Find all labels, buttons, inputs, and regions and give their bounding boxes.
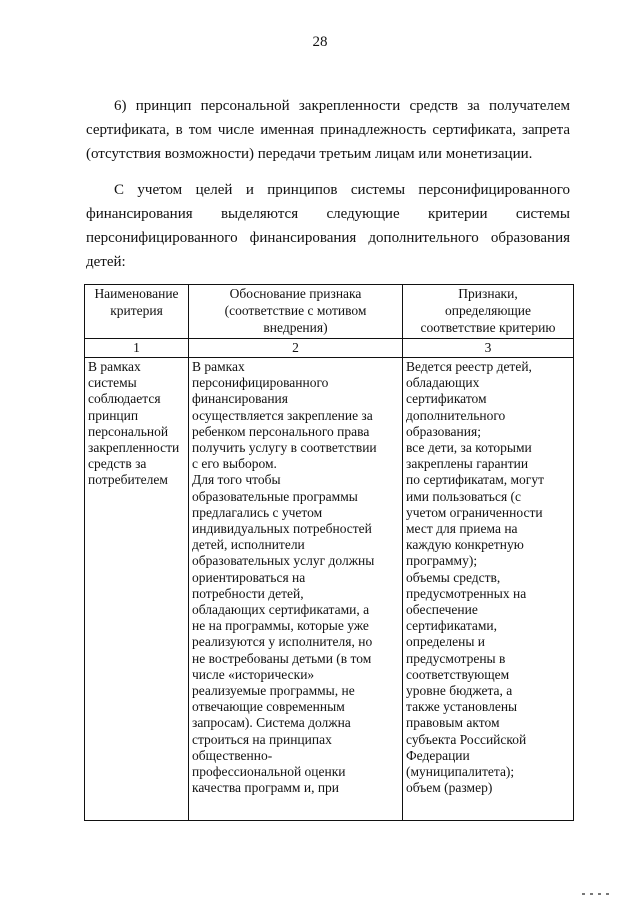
cell-line: дополнительного <box>406 407 506 423</box>
header-line: внедрения) <box>263 320 328 335</box>
header-line: критерия <box>110 303 163 318</box>
cell-line: мест для приема на <box>406 521 518 537</box>
cell-line: реализуемые программы, не <box>192 683 355 699</box>
column-number: 1 <box>85 339 189 358</box>
cell-line: образовательных услуг должны <box>192 553 375 569</box>
cell-line: Ведется реестр детей, <box>406 359 532 374</box>
cell-line: предусмотренных на <box>406 585 527 601</box>
cell-line: объемы средств, <box>406 569 501 585</box>
cell-line: профессиональной оценки <box>192 764 346 780</box>
cell-line: каждую конкретную <box>406 537 524 553</box>
cell-line: обладающих сертификатами, а <box>192 602 370 618</box>
cell-line: соответствующем <box>406 666 510 682</box>
scan-mark <box>598 893 601 895</box>
column-number: 2 <box>189 339 403 358</box>
header-line: Наименование <box>94 286 179 301</box>
cell-line: правовым актом <box>406 715 500 731</box>
cell-line: средств за <box>88 456 147 472</box>
cell-line: потребителем <box>88 472 168 488</box>
cell-line: детей, исполнители <box>192 537 305 553</box>
cell-line: потребности детей, <box>192 585 304 601</box>
cell-line: реализуются у исполнителя, но <box>192 634 373 650</box>
paragraph-line: С учетом целей и принципов системы персонифицированного <box>114 182 570 198</box>
cell-line: осуществляется закрепление за <box>192 407 373 423</box>
cell-line: также установлены <box>406 699 518 715</box>
cell-line: запросам). Система должна <box>192 715 351 731</box>
header-line: определяющие <box>444 303 532 318</box>
cell-line: получить услугу в соответствии <box>192 440 377 456</box>
cell-line: все дети, за которыми <box>406 440 532 456</box>
cell-line: определены и <box>406 634 486 650</box>
cell-line: сертификатами, <box>406 618 498 634</box>
cell-line: соблюдается <box>88 391 161 407</box>
cell-line: субъекта Российской <box>406 731 527 747</box>
header-line: Признаки, <box>458 286 518 301</box>
table-header-row <box>85 285 574 339</box>
column-number: 3 <box>403 339 574 358</box>
header-justification <box>189 285 403 339</box>
cell-line: ими пользоваться (с <box>406 488 522 504</box>
cell-line: качества программ и, при <box>192 780 340 796</box>
cell-line: В рамках <box>192 359 245 374</box>
paragraph-line: (отсутствия возможности) передачи третьим лицам или монетизации. <box>86 146 533 162</box>
cell-line: обладающих <box>406 375 480 391</box>
paragraph-line: детей: <box>86 254 126 270</box>
cell-line: объем (размер) <box>406 780 493 796</box>
cell-line: финансирования <box>192 391 288 407</box>
cell-line: обеспечение <box>406 602 478 618</box>
header-line: Обоснование признака <box>229 286 362 301</box>
cell-line: с его выбором. <box>192 456 277 472</box>
table-number-row <box>85 339 574 358</box>
cell-line: строиться на принципах <box>192 731 332 747</box>
cell-line: принцип <box>88 407 139 423</box>
paragraph-line: 6) принцип персональной закрепленности средств за получателем <box>114 98 570 114</box>
cell-line: индивидуальных потребностей <box>192 521 372 537</box>
cell-line: уровне бюджета, а <box>406 683 513 699</box>
paragraph-line: сертификата, в том числе именная принадлежность сертификата, запрета <box>86 122 570 138</box>
cell-line: закрепленности <box>88 440 180 456</box>
cell-criterion-name <box>85 358 189 821</box>
cell-indicators <box>403 358 574 821</box>
cell-line: сертификатом <box>406 391 487 407</box>
paragraph-line: персонифицированного финансирования дополнительного образования <box>86 230 570 246</box>
cell-line: закреплены гарантии <box>406 456 529 472</box>
table-row <box>85 358 574 821</box>
cell-line: не на программы, которые уже <box>192 618 369 634</box>
cell-line: учетом ограниченности <box>406 504 543 520</box>
scan-mark <box>590 893 593 895</box>
header-line: (соответствие с мотивом <box>224 303 367 318</box>
header-indicators <box>403 285 574 339</box>
cell-line: отвечающие современным <box>192 699 345 715</box>
cell-line: ориентироваться на <box>192 569 306 585</box>
cell-line: числе «исторически» <box>192 666 315 682</box>
paragraph-principle-6 <box>86 94 570 166</box>
cell-line: В рамках <box>88 359 141 374</box>
cell-line: по сертификатам, могут <box>406 472 544 488</box>
paragraph-criteria-intro <box>86 178 570 274</box>
header-line: соответствие критерию <box>420 320 556 335</box>
cell-line: предлагались с учетом <box>192 504 323 520</box>
cell-line: образовательные программы <box>192 488 358 504</box>
cell-line: системы <box>88 375 137 391</box>
header-criterion-name <box>85 285 189 339</box>
cell-line: ребенком персонального права <box>192 423 370 439</box>
cell-line: персональной <box>88 423 169 439</box>
cell-line: общественно- <box>192 747 273 763</box>
scan-mark <box>582 893 585 895</box>
cell-line: персонифицированного <box>192 375 329 391</box>
cell-line: Федерации <box>406 747 470 763</box>
criteria-table <box>84 284 574 821</box>
cell-line: предусмотрены в <box>406 650 506 666</box>
cell-line: Для того чтобы <box>192 472 281 488</box>
cell-justification <box>189 358 403 821</box>
cell-line: образования; <box>406 423 481 439</box>
paragraph-line: финансирования выделяются следующие критерии системы <box>86 206 570 222</box>
cell-line: программу); <box>406 553 478 569</box>
scan-mark <box>606 893 609 895</box>
page-number: 28 <box>312 34 328 50</box>
cell-line: не востребованы детьми (в том <box>192 650 372 666</box>
cell-line: (муниципалитета); <box>406 764 515 780</box>
